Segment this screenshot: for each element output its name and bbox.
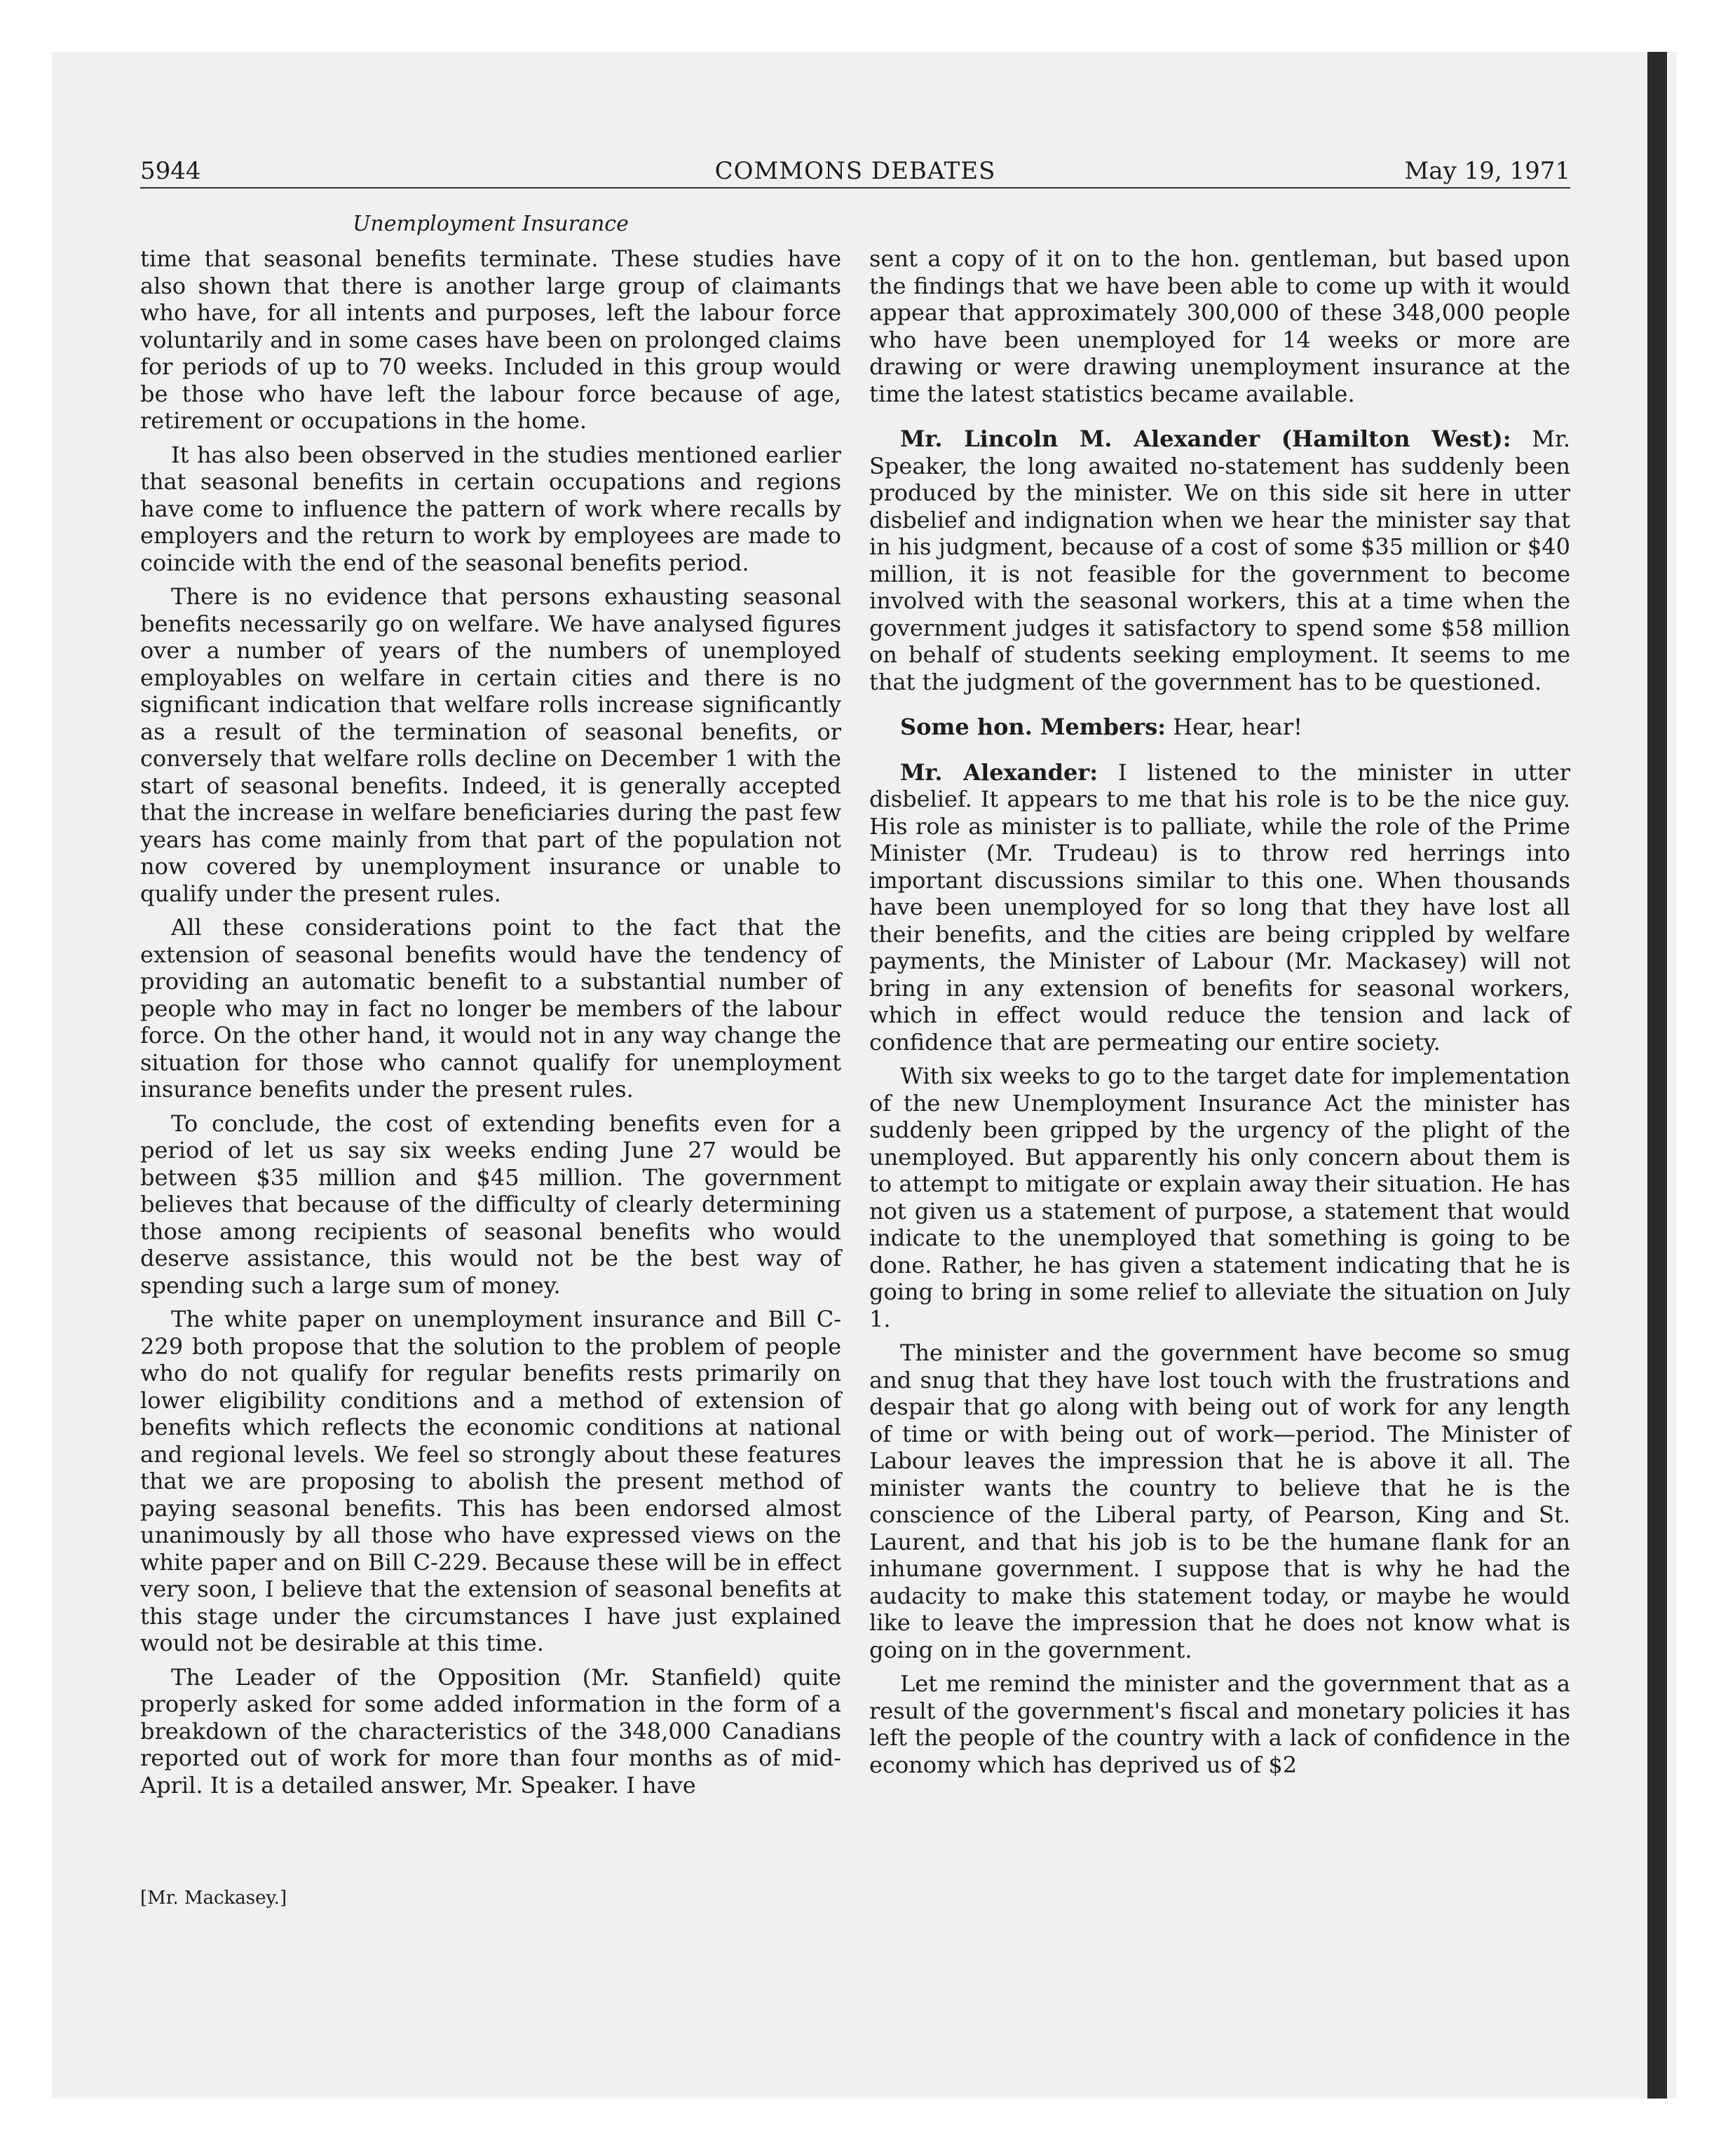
speech-text: Mr. Speaker, the long awaited no-statement has suddenly been produced by the minister. We on this side sit here in utter disbelief and indignation when we hear the minister say that in his judgment, because of a cost of some $35 million or $40 million, it is not feasible for the government to become involved with the seasonal workers, this at a time when the government judges it satisfactory to spend some $58 million on behalf of students seeking employment. It seems to me that the judgment of the government has to be questioned. <box>869 425 1571 695</box>
paragraph: The Leader of the Opposition (Mr. Stanfield) quite properly asked for some added information in the form of a breakdown of the characteristics of the 348,000 Canadians reported out of work for more than four months as of mid-April. It is a detailed answer, Mr. Speaker. I have <box>140 1663 841 1799</box>
speech-paragraph <box>869 425 1570 695</box>
section-heading: Unemployment Insurance <box>353 212 629 236</box>
paragraph: With six weeks to go to the target date for implementation of the new Unemployment Insurance Act the minister has suddenly been gripped by the urgency of the plight of the unemployed. But apparently his only concern about them is to attempt to mitigate or explain away their situation. He has not given us a statement of purpose, a statement that would indicate to the unemployed that something is going to be done. Rather, he has given a statement indicating that he is going to bring in some relief to alleviate the situation on July 1. <box>869 1063 1570 1332</box>
paragraph: To conclude, the cost of extending benefits even for a period of let us say six weeks ending June 27 would be between $35 million and $45 million. The government believes that because of the difficulty of clearly determining those among recipients of seasonal benefits who would deserve assistance, this would not be the best way of spending such a large sum of money. <box>140 1110 841 1299</box>
scan-edge-bar <box>1647 52 1667 2099</box>
paragraph: sent a copy of it on to the hon. gentleman, but based upon the findings that we have been able to come up with it would appear that approximately 300,000 of these 348,000 people who have been unemployed for 14 weeks or more are drawing or were drawing unemployment insurance at the time the latest statistics became available. <box>869 245 1570 407</box>
left-column <box>140 245 841 1920</box>
paragraph: time that seasonal benefits terminate. These studies have also shown that there is another large group of claimants who have, for all intents and purposes, left the labour force voluntarily and in some cases have been on prolonged claims for periods of up to 70 weeks. Included in this group would be those who have left the labour force because of age, retirement or occupations in the home. <box>140 245 841 434</box>
page-number: 5944 <box>140 157 201 185</box>
speech-paragraph <box>869 759 1570 1056</box>
paragraph: The white paper on unemployment insurance and Bill C-229 both propose that the solution to the problem of people who do not qualify for regular benefits rests primarily on lower eligibility conditions and a method of extension of benefits which reflects the economic conditions at national and regional levels. We feel so strongly about these features that we are proposing to abolish the present method of paying seasonal benefits. This has been endorsed almost unanimously by all those who have expressed views on the white paper and on Bill C-229. Because these will be in effect very soon, I believe that the extension of seasonal benefits at this stage under the circumstances I have just explained would not be desirable at this time. <box>140 1306 841 1656</box>
speaker-footer: [Mr. Mackasey.] <box>140 1888 287 1909</box>
header-rule <box>140 187 1570 189</box>
paragraph: Let me remind the minister and the government that as a result of the government's fiscal and monetary policies it has left the people of the country with a lack of confidence in the economy which has deprived us of $2 <box>869 1670 1570 1778</box>
paragraph: There is no evidence that persons exhausting seasonal benefits necessarily go on welfare. We have analysed figures over a number of years of the numbers of unemployed employables on welfare in certain cities and there is no significant indication that welfare rolls increase significantly as a result of the termination of seasonal benefits, or conversely that welfare rolls decline on December 1 with the start of seasonal benefits. Indeed, it is generally accepted that the increase in welfare beneficiaries during the past few years has come mainly from that part of the population not now covered by unemployment insurance or unable to qualify under the present rules. <box>140 583 841 907</box>
publication-date: May 19, 1971 <box>1404 157 1570 185</box>
speaker-name: Some hon. Members: <box>900 714 1166 740</box>
speaker-name: Mr. Alexander: <box>900 758 1098 786</box>
speaker-name: Mr. Lincoln M. Alexander (Hamilton West): <box>900 425 1511 452</box>
publication-title: COMMONS DEBATES <box>714 157 996 185</box>
speech-paragraph <box>869 714 1570 741</box>
paragraph: It has also been observed in the studies mentioned earlier that seasonal benefits in certain occupations and regions have come to influence the pattern of work where recalls by employers and the return to work by employees are made to coincide with the end of the seasonal benefits period. <box>140 441 841 576</box>
right-column <box>869 245 1570 1920</box>
paragraph: All these considerations point to the fact that the extension of seasonal benefits would have the tendency of providing an automatic benefit to a substantial number of people who may in fact no longer be members of the labour force. On the other hand, it would not in any way change the situation for those who cannot qualify for unemployment insurance benefits under the present rules. <box>140 914 841 1103</box>
speech-text: I listened to the minister in utter disbelief. It appears to me that his role is to be the nice guy. His role as minister is to palliate, while the role of the Prime Minister (Mr. Trudeau) is to throw red herrings into important discussions similar to this one. When thousands have been unemployed for so long that they have lost all their benefits, and the cities are being crippled by welfare payments, the Minister of Labour (Mr. Mackasey) will not bring in any extension of benefits for seasonal workers, which in effect would reduce the tension and lack of confidence that are permeating our entire society. <box>869 758 1571 1056</box>
paragraph: The minister and the government have become so smug and snug that they have lost touch with the frustrations and despair that go along with being out of work for any length of time or with being out of work—period. The Minister of Labour leaves the impression that he is above it all. The minister wants the country to believe that he is the conscience of the Liberal party, of Pearson, King and St. Laurent, and that his job is to be the humane flank for an inhumane government. I suppose that is why he had the audacity to make this statement today, or maybe he would like to leave the impression that he does not know what is going on in the government. <box>869 1339 1570 1663</box>
page-header <box>140 156 1570 186</box>
speech-text: Hear, hear! <box>1166 714 1303 740</box>
